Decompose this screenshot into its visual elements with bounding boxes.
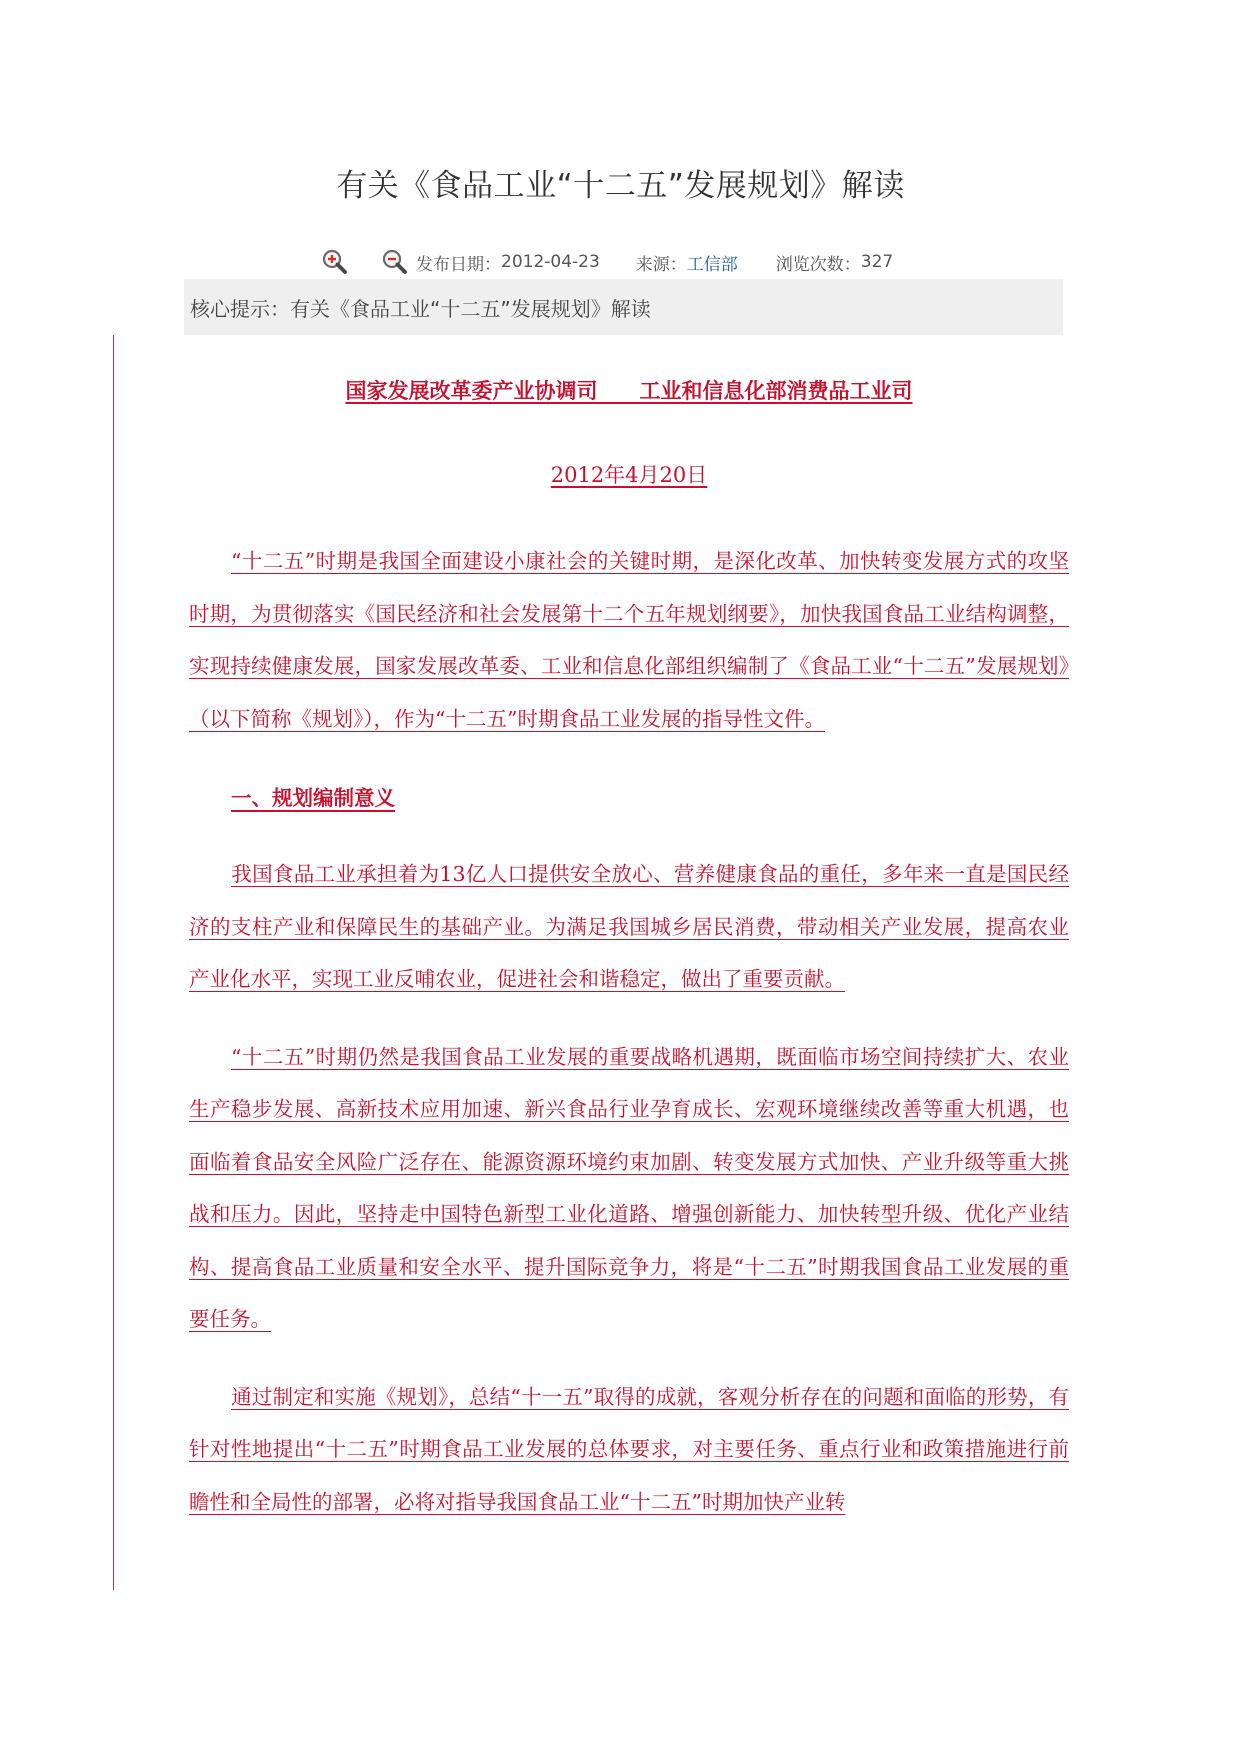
publish-date-label: 发布日期：	[416, 254, 501, 275]
summary-text: 核心提示：有关《食品工业“十二五”发展规划》解读	[190, 296, 651, 321]
paragraph-3	[189, 1031, 1069, 1346]
source-label: 来源：	[635, 254, 687, 275]
left-divider	[113, 335, 114, 1590]
paragraph-2	[189, 848, 1069, 1006]
summary-box	[184, 279, 1063, 335]
paragraph-2-text: 我国食品工业承担着为13亿人口提供安全放心、营养健康食品的重任，多年来一直是国民经济的支柱产业和保障民生的基础产业。为满足我国城乡居民消费，带动相关产业发展，提高农业产业化水平，实现工业反哺农业，促进社会和谐稳定，做出了重要贡献。	[189, 862, 1069, 991]
publish-date-value: 2012-04-23	[501, 252, 600, 272]
zoom-in-icon[interactable]	[320, 247, 350, 277]
article-meta	[320, 246, 893, 278]
zoom-out-icon[interactable]	[380, 247, 410, 277]
intro-text: “十二五”时期是我国全面建设小康社会的关键时期，是深化改革、加快转变发展方式的攻坚时期，为贯彻落实《国民经济和社会发展第十二个五年规划纲要》，加快我国食品工业结构调整，实现持续健康发展，国家发展改革委、工业和信息化部组织编制了《食品工业“十二五”发展规划》（以下简称《规划》），作为“十二五”时期食品工业发展的指导性文件。	[189, 549, 1069, 731]
paragraph-3-text: “十二五”时期仍然是我国食品工业发展的重要战略机遇期，既面临市场空间持续扩大、农业生产稳步发展、高新技术应用加速、新兴食品行业孕育成长、宏观环境继续改善等重大机遇，也面临着食品安全风险广泛存在、能源资源环境约束加剧、转变发展方式加快、产业升级等重大挑战和压力。因此，坚持走中国特色新型工业化道路、增强创新能力、加快转型升级、优化产业结构、提高食品工业质量和安全水平、提升国际竞争力，将是“十二五”时期我国食品工业发展的重要任务。	[189, 1044, 1069, 1331]
intro-paragraph	[189, 535, 1069, 745]
paragraph-4-text: 通过制定和实施《规划》，总结“十一五”取得的成就，客观分析存在的问题和面临的形势，有针对性地提出“十二五”时期食品工业发展的总体要求，对主要任务、重点行业和政策措施进行前瞻性和全局性的部署，必将对指导我国食品工业“十二五”时期加快产业转	[189, 1384, 1069, 1514]
source	[636, 250, 738, 275]
view-count-value: 327	[860, 252, 894, 272]
source-link[interactable]: 工信部	[686, 254, 738, 275]
section-heading	[189, 772, 1069, 824]
view-count	[776, 250, 893, 275]
issuers-heading: 国家发展改革委产业协调司 工业和信息化部消费品工业司	[345, 378, 913, 403]
publish-date	[416, 250, 600, 275]
issue-date: 2012年4月20日	[550, 463, 708, 487]
article-body	[189, 365, 1069, 1528]
article-title: 有关《食品工业“十二五”发展规划》解读	[336, 168, 905, 204]
section-heading-text: 一、规划编制意义	[231, 786, 395, 810]
paragraph-4	[189, 1371, 1069, 1529]
view-count-label: 浏览次数：	[775, 254, 861, 275]
